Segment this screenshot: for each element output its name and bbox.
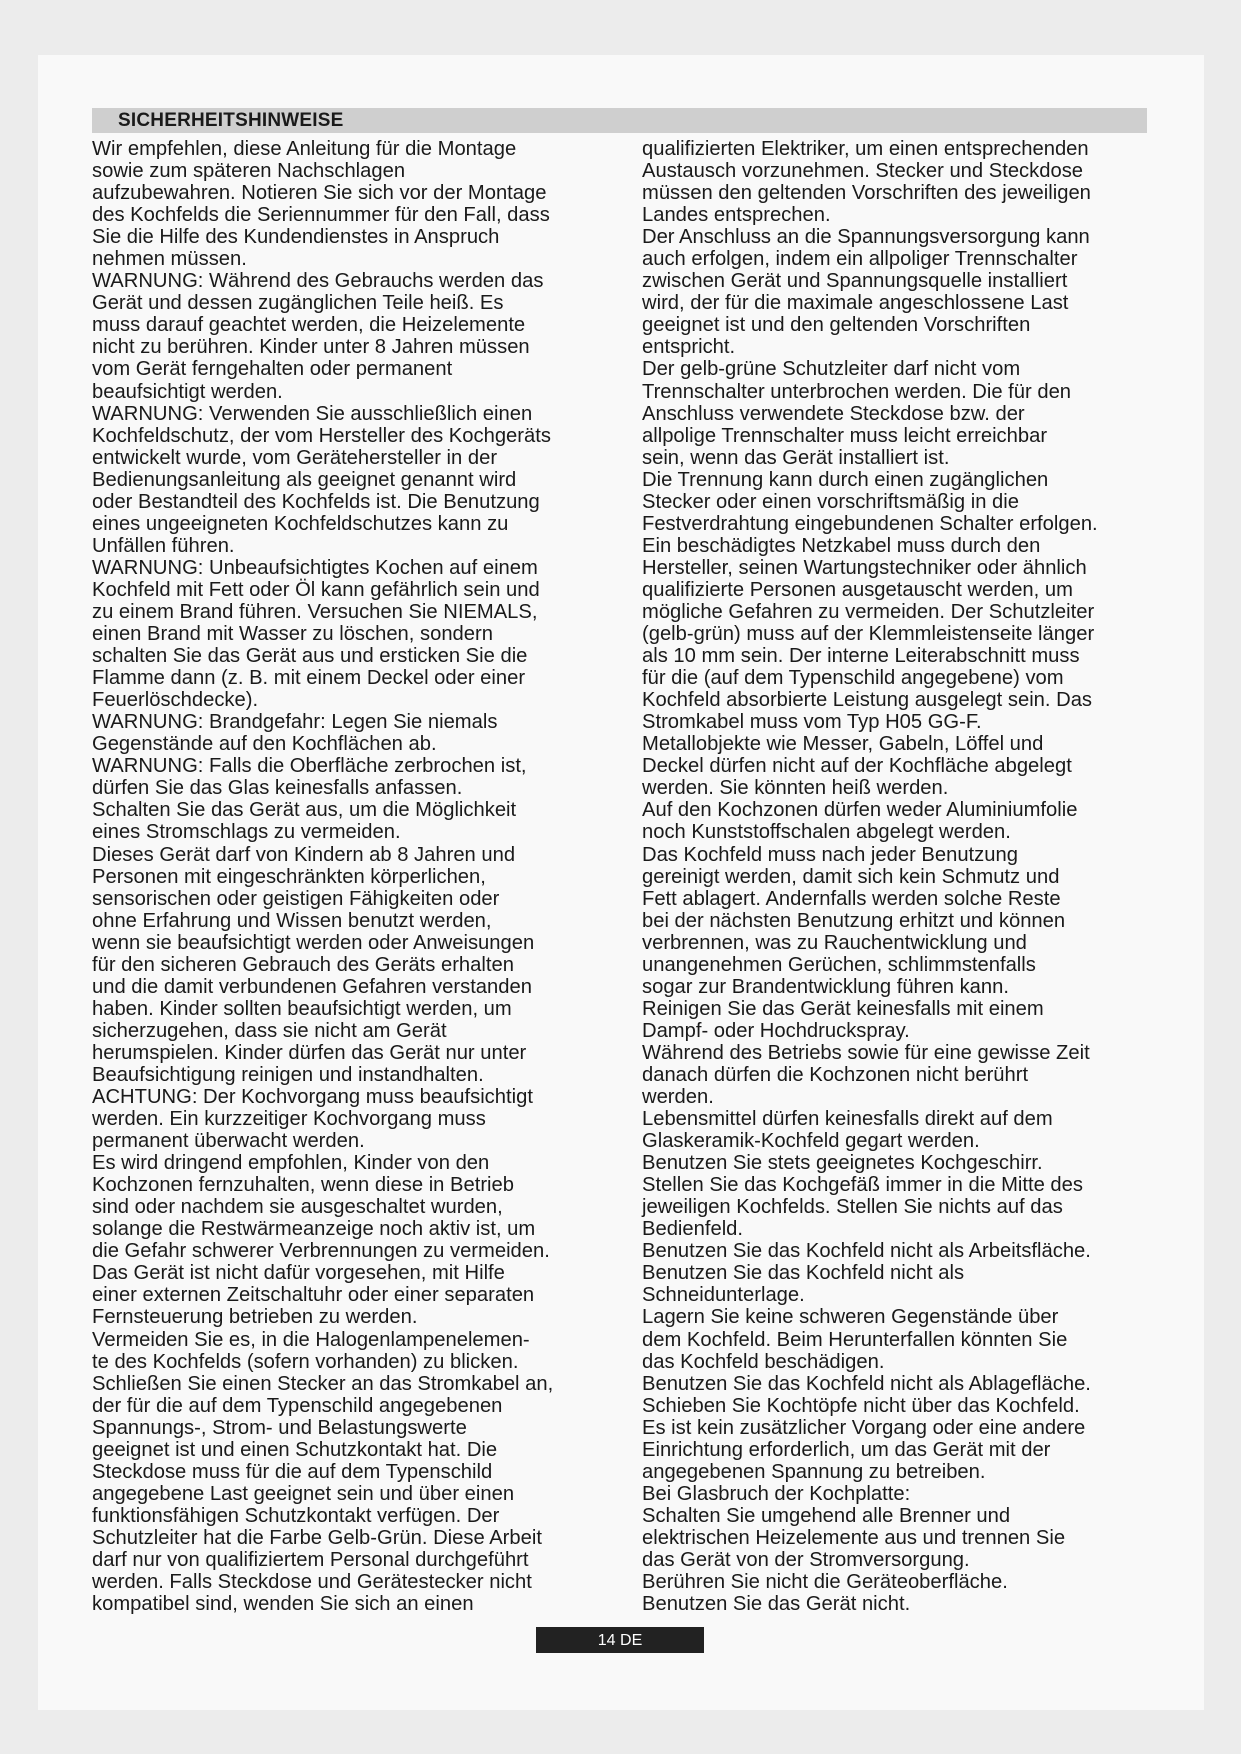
text-line: dürfen Sie das Glas keinesfalls anfassen. [92, 777, 463, 800]
text-line: sogar zur Brandentwicklung führen kann. [642, 975, 1009, 998]
text-line: Sie die Hilfe des Kundendienstes in Anspruch [92, 226, 500, 249]
text-line: Trennschalter unterbrochen werden. Die für den [642, 380, 1072, 403]
text-line: qualifizierte Personen ausgetauscht werden, um [642, 578, 1073, 601]
text-line: Austausch vorzunehmen. Stecker und Steckdose [642, 160, 1084, 183]
text-line: schalten Sie das Gerät aus und ersticken Sie die [92, 645, 528, 668]
text-line: Schieben Sie Kochtöpfe nicht über das Kochfeld. [642, 1394, 1080, 1417]
text-line: werden. Sie könnten heiß werden. [642, 777, 949, 800]
text-line: sind oder nachdem sie ausgeschaltet wurden, [92, 1196, 503, 1219]
text-line: Personen mit eingeschränkten körperlichen, [92, 865, 486, 888]
text-line: Bedienungsanleitung als geeignet genannt wird [92, 468, 517, 491]
text-line: jeweiligen Kochfelds. Stellen Sie nichts auf das [642, 1196, 1063, 1219]
text-line: WARNUNG: Verwenden Sie ausschließlich einen [92, 402, 533, 425]
text-line: Reinigen Sie das Gerät keinesfalls mit einem [642, 997, 1044, 1020]
text-line: müssen den geltenden Vorschriften des jeweiligen [642, 182, 1091, 205]
text-line: zu einem Brand führen. Versuchen Sie NIEMALS, [92, 600, 538, 623]
text-line: Landes entsprechen. [642, 204, 831, 227]
text-line: als 10 mm sein. Der interne Leiterabschnitt muss [642, 645, 1080, 668]
text-line: nicht zu berühren. Kinder unter 8 Jahren müssen [92, 336, 530, 359]
text-line: Hersteller, seinen Wartungstechniker oder ähnlich [642, 556, 1087, 579]
text-line: Ein beschädigtes Netzkabel muss durch den [642, 534, 1041, 557]
text-line: Kochzonen fernzuhalten, wenn diese in Betrieb [92, 1174, 514, 1197]
text-line: (gelb-grün) muss auf der Klemmleistenseite länger [642, 623, 1095, 646]
text-line: WARNUNG: Falls die Oberfläche zerbrochen ist, [92, 755, 527, 778]
text-line: werden. [642, 1086, 714, 1109]
text-line: Schalten Sie umgehend alle Brenner und [642, 1504, 1011, 1527]
text-line: Schneidunterlage. [642, 1284, 805, 1307]
text-line: Dieses Gerät darf von Kindern ab 8 Jahren und [92, 843, 516, 866]
text-line: ohne Erfahrung und Wissen benutzt werden, [92, 909, 492, 932]
page-number: 14 DE [597, 1632, 643, 1649]
text-line: Unfällen führen. [92, 534, 235, 557]
right-column [642, 138, 1157, 1615]
text-line: Benutzen Sie das Gerät nicht. [642, 1593, 911, 1616]
text-line: muss darauf geachtet werden, die Heizelemente [92, 314, 526, 337]
text-line: Benutzen Sie das Kochfeld nicht als [642, 1262, 965, 1285]
section-title: SICHERHEITSHINWEISE [118, 110, 344, 131]
text-line: Auf den Kochzonen dürfen weder Aluminiumfolie [642, 799, 1078, 822]
text-line: noch Kunststoffschalen abgelegt werden. [642, 821, 1011, 844]
text-line: WARNUNG: Brandgefahr: Legen Sie niemals [92, 711, 498, 734]
text-line: Stecker oder einen vorschriftsmäßig in die [642, 490, 1019, 513]
text-line: Es ist kein zusätzlicher Vorgang oder eine andere [642, 1416, 1086, 1439]
text-line: Während des Betriebs sowie für eine gewisse Zeit [642, 1041, 1090, 1064]
text-line: Beaufsichtigung reinigen und instandhalten. [92, 1063, 484, 1086]
text-line: Lagern Sie keine schweren Gegenstände über [642, 1306, 1059, 1329]
text-line: solange die Restwärmeanzeige noch aktiv ist, um [92, 1218, 536, 1241]
text-line: einen Brand mit Wasser zu löschen, sondern [92, 623, 493, 646]
text-line: wird, der für die maximale angeschlossene Last [642, 292, 1069, 315]
text-line: Das Gerät ist nicht dafür vorgesehen, mit Hilfe [92, 1262, 505, 1285]
text-line: geeignet ist und einen Schutzkontakt hat. Die [92, 1438, 498, 1461]
text-line: Stromkabel muss vom Typ H05 GG-F. [642, 711, 982, 734]
text-line: Benutzen Sie das Kochfeld nicht als Ablagefläche. [642, 1372, 1091, 1395]
text-line: allpolige Trennschalter muss leicht erreichbar [642, 424, 1048, 447]
text-line: Spannungs-, Strom- und Belastungswerte [92, 1416, 467, 1439]
text-line: aufzubewahren. Notieren Sie sich vor der Montage [92, 182, 547, 205]
text-line: des Kochfelds die Seriennummer für den Fall, dass [92, 204, 550, 227]
text-line: Berühren Sie nicht die Geräteoberfläche. [642, 1571, 1008, 1594]
text-line: verbrennen, was zu Rauchentwicklung und [642, 931, 1027, 954]
text-line: kompatibel sind, wenden Sie sich an einen [92, 1593, 474, 1616]
text-line: Stellen Sie das Kochgefäß immer in die Mitte des [642, 1174, 1083, 1197]
text-line: der für die auf dem Typenschild angegebenen [92, 1394, 503, 1417]
text-line: gereinigt werden, damit sich kein Schmutz und [642, 865, 1060, 888]
text-line: dem Kochfeld. Beim Herunterfallen könnten Sie [642, 1328, 1068, 1351]
text-line: Anschluss verwendete Steckdose bzw. der [642, 402, 1025, 425]
text-line: auch erfolgen, indem ein allpoliger Trennschalter [642, 248, 1078, 271]
text-line: Benutzen Sie stets geeignetes Kochgeschirr. [642, 1152, 1043, 1175]
text-line: haben. Kinder sollten beaufsichtigt werden, um [92, 997, 512, 1020]
text-line: beaufsichtigt werden. [92, 380, 283, 403]
text-line: Bedienfeld. [642, 1218, 744, 1241]
text-line: und die damit verbundenen Gefahren verstanden [92, 975, 532, 998]
text-line: für die (auf dem Typenschild angegebene) vom [642, 667, 1064, 690]
text-line: Der Anschluss an die Spannungsversorgung kann [642, 226, 1090, 249]
text-line: Fernsteuerung betrieben zu werden. [92, 1306, 418, 1329]
text-line: mögliche Gefahren zu vermeiden. Der Schutzleiter [642, 600, 1095, 623]
text-line: Kochfeld absorbierte Leistung ausgelegt sein. Das [642, 689, 1093, 712]
text-line: WARNUNG: Unbeaufsichtigtes Kochen auf einem [92, 556, 538, 579]
text-line: das Gerät von der Stromversorgung. [642, 1549, 970, 1571]
text-line: Fett ablagert. Andernfalls werden solche Reste [642, 887, 1061, 910]
text-line: darf nur von qualifiziertem Personal durchgeführt [92, 1549, 529, 1571]
text-line: Gegenstände auf den Kochflächen ab. [92, 733, 437, 756]
text-line: Schutzleiter hat die Farbe Gelb-Grün. Diese Arbeit [92, 1526, 542, 1549]
text-line: wenn sie beaufsichtigt werden oder Anweisungen [92, 931, 535, 954]
text-line: Vermeiden Sie es, in die Halogenlampenelemen- [92, 1328, 530, 1351]
text-line: entwickelt wurde, vom Gerätehersteller in der [92, 446, 498, 469]
text-line: danach dürfen die Kochzonen nicht berührt [642, 1063, 1029, 1086]
left-column [92, 138, 617, 1615]
text-line: Einrichtung erforderlich, um das Gerät mit der [642, 1438, 1051, 1461]
text-line: werden. Falls Steckdose und Gerätestecker nicht [92, 1571, 532, 1594]
text-line: geeignet ist und den geltenden Vorschriften [642, 314, 1031, 337]
text-line: te des Kochfelds (sofern vorhanden) zu blicken. [92, 1350, 519, 1373]
text-line: Schalten Sie das Gerät aus, um die Möglichkeit [92, 799, 517, 822]
text-line: das Kochfeld beschädigen. [642, 1350, 885, 1373]
text-line: WARNUNG: Während des Gebrauchs werden das [92, 270, 544, 293]
text-line: bei der nächsten Benutzung erhitzt und können [642, 909, 1066, 932]
text-line: sensorischen oder geistigen Fähigkeiten oder [92, 887, 500, 910]
text-line: eines Stromschlags zu vermeiden. [92, 821, 401, 844]
text-line: Deckel dürfen nicht auf der Kochfläche abgelegt [642, 755, 1072, 778]
text-line: Wir empfehlen, diese Anleitung für die Montage [92, 138, 517, 160]
text-line: entspricht. [642, 336, 736, 359]
text-line: vom Gerät ferngehalten oder permanent [92, 358, 453, 381]
text-line: elektrischen Heizelemente aus und trennen Sie [642, 1526, 1066, 1549]
text-line: Der gelb-grüne Schutzleiter darf nicht vom [642, 358, 1021, 381]
text-line: Steckdose muss für die auf dem Typenschild [92, 1460, 493, 1483]
text-line: sicherzugehen, dass sie nicht am Gerät [92, 1019, 447, 1042]
text-line: Metallobjekte wie Messer, Gabeln, Löffel und [642, 733, 1044, 756]
text-line: werden. Ein kurzzeitiger Kochvorgang muss [92, 1108, 486, 1131]
text-line: sein, wenn das Gerät installiert ist. [642, 446, 950, 469]
text-line: Die Trennung kann durch einen zugänglichen [642, 468, 1049, 491]
text-line: Feuerlöschdecke). [92, 689, 259, 712]
text-line: Glaskeramik-Kochfeld gegart werden. [642, 1130, 980, 1153]
text-line: Das Kochfeld muss nach jeder Benutzung [642, 843, 1018, 866]
text-line: Benutzen Sie das Kochfeld nicht als Arbeitsfläche. [642, 1240, 1091, 1263]
text-line: nehmen müssen. [92, 248, 247, 271]
text-line: Festverdrahtung eingebundenen Schalter erfolgen. [642, 512, 1098, 535]
text-line: qualifizierten Elektriker, um einen entsprechenden [642, 138, 1089, 160]
text-line: für den sicheren Gebrauch des Geräts erhalten [92, 953, 514, 976]
text-line: oder Bestandteil des Kochfelds ist. Die Benutzung [92, 490, 540, 513]
text-line: ACHTUNG: Der Kochvorgang muss beaufsichtigt [92, 1086, 533, 1109]
text-line: angegebene Last geeignet sein und über einen [92, 1482, 515, 1505]
text-line: Es wird dringend empfohlen, Kinder von den [92, 1152, 490, 1175]
text-line: funktionsfähigen Schutzkontakt verfügen. Der [92, 1504, 500, 1527]
text-line: Dampf- oder Hochdruckspray. [642, 1019, 910, 1042]
text-line: unangenehmen Gerüchen, schlimmstenfalls [642, 953, 1036, 976]
text-line: Schließen Sie einen Stecker an das Stromkabel an, [92, 1372, 554, 1395]
text-line: herumspielen. Kinder dürfen das Gerät nur unter [92, 1041, 527, 1064]
text-line: angegebenen Spannung zu betreiben. [642, 1460, 986, 1483]
text-line: einer externen Zeitschaltuhr oder einer separaten [92, 1284, 535, 1307]
text-line: permanent überwacht werden. [92, 1130, 365, 1153]
text-line: Flamme dann (z. B. mit einem Deckel oder einer [92, 667, 526, 690]
text-line: Bei Glasbruch der Kochplatte: [642, 1482, 911, 1505]
text-line: Kochfeldschutz, der vom Hersteller des Kochgeräts [92, 424, 551, 447]
text-line: Kochfeld mit Fett oder Öl kann gefährlich sein und [92, 578, 540, 601]
text-line: zwischen Gerät und Spannungsquelle installiert [642, 270, 1068, 293]
text-line: Gerät und dessen zugänglichen Teile heiß. Es [92, 292, 504, 315]
text-line: die Gefahr schwerer Verbrennungen zu vermeiden. [92, 1240, 550, 1263]
text-line: eines ungeeigneten Kochfeldschutzes kann zu [92, 512, 509, 535]
text-line: Lebensmittel dürfen keinesfalls direkt auf dem [642, 1108, 1053, 1131]
text-line: sowie zum späteren Nachschlagen [92, 160, 406, 183]
